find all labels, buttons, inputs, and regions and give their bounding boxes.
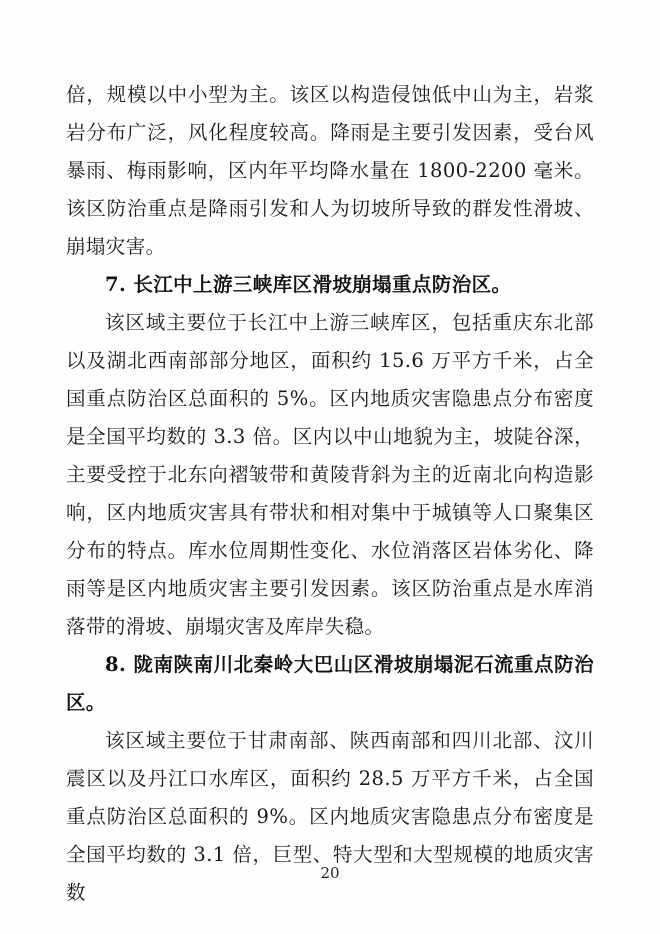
paragraph-continued: 倍，规模以中小型为主。该区以构造侵蚀低中山为主，岩浆岩分布广泛，风化程度较高。降雨是主要引发因素，受台风暴雨、梅雨影响，区内年平均降水量在 1800-2200 毫米。该区防治重点是降雨引发和人为切坡所导致的群发性滑坡、崩塌灾害。 [66,83,594,258]
paragraph-section-7: 该区域主要位于长江中上游三峡库区，包括重庆东北部以及湖北西南部部分地区，面积约 15.6 万平方千米，占全国重点防治区总面积的 5%。区内地质灾害隐患点分布密度是全国平均数的 3.3 倍。区内以中山地貌为主，坡陡谷深，主要受控于北东向褶皱带和黄陵背斜为主的近南北向构造影响，区内地质灾害具有带状和相对集中于城镇等人口聚集区分布的特点。库水位周期性变化、水位消落区岩体劣化、降雨等是区内地质灾害主要引发因素。该区防治重点是水库消落带的滑坡、崩塌灾害及库岸失稳。 [66,311,594,638]
page-content [66,76,594,912]
page-number: 20 [320,864,340,882]
section-heading-7: 7. 长江中上游三峡库区滑坡崩塌重点防治区。 [105,273,512,296]
paragraph-section-8: 该区域主要位于甘肃南部、陕西南部和四川北部、汶川震区以及丹江口水库区，面积约 28.5 万平方千米，占全国重点防治区总面积的 9%。区内地质灾害隐患点分布密度是全国平均数的 3.1 倍，巨型、特大型和大型规模的地质灾害数 [66,729,594,904]
section-heading-8: 8. 陇南陕南川北秦岭大巴山区滑坡崩塌泥石流重点防治区。 [66,653,594,714]
